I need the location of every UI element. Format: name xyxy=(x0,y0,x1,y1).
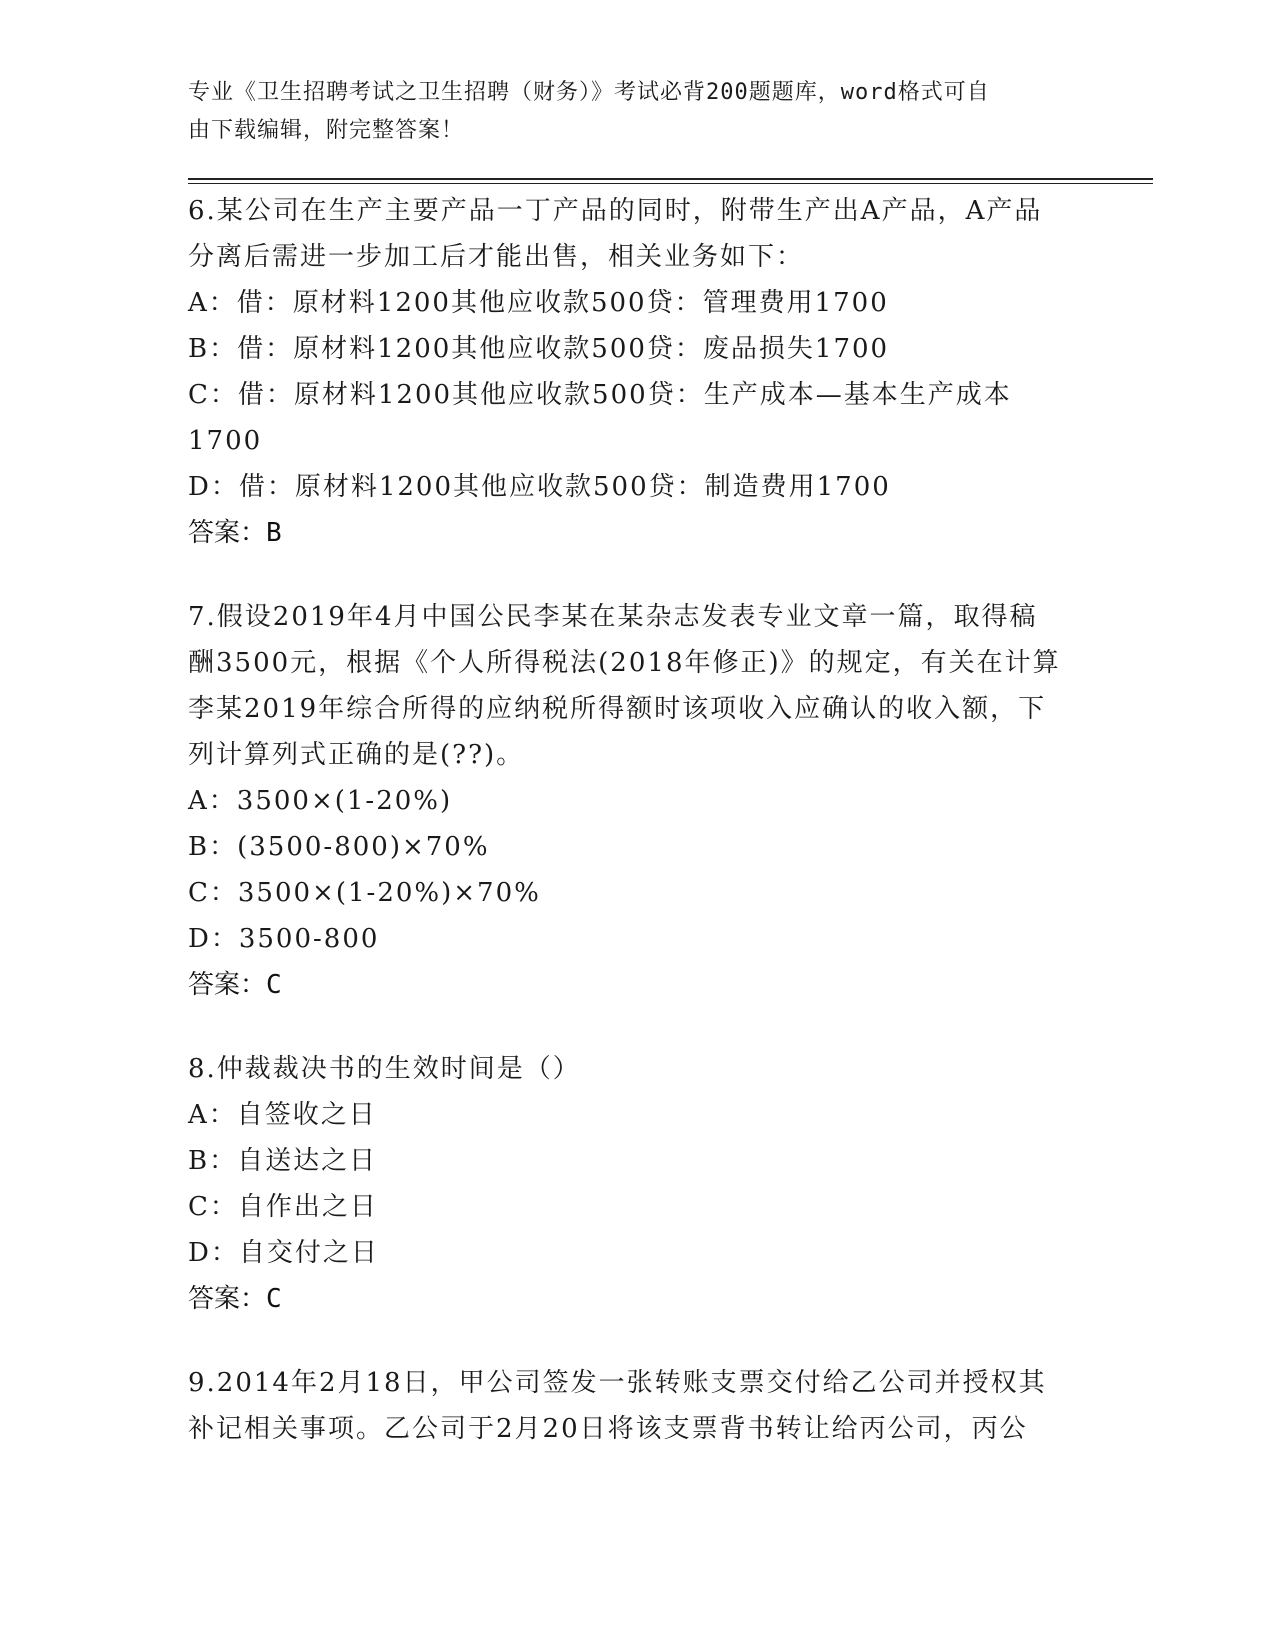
question-8 xyxy=(188,1046,1088,1322)
answer-text: 答案：C xyxy=(188,970,282,1000)
option-c: C：借：原材料1200其他应收款500贷：生产成本—基本生产成本 xyxy=(188,380,1012,410)
option-a: A：自签收之日 xyxy=(188,1100,377,1130)
question-stem xyxy=(188,1046,1088,1092)
question-stem-line: 9.2014年2月18日，甲公司签发一张转账支票交付给乙公司并授权其 xyxy=(188,1368,1047,1398)
answer-text: 答案：B xyxy=(188,518,282,548)
question-stem-line: 补记相关事项。乙公司于2月20日将该支票背书转让给丙公司，丙公 xyxy=(188,1414,1028,1444)
option-d: D：借：原材料1200其他应收款500贷：制造费用1700 xyxy=(188,472,891,502)
question-stem-line: 8.仲裁裁决书的生效时间是（） xyxy=(188,1054,581,1084)
header-line-2: 由下载编辑，附完整答案！ xyxy=(188,118,465,143)
question-stem-line: 分离后需进一步加工后才能出售，相关业务如下： xyxy=(188,242,805,272)
question-stem xyxy=(188,594,1088,778)
header-rule-thin xyxy=(188,183,1153,184)
option-b: B：(3500-800)×70% xyxy=(188,832,490,862)
question-list xyxy=(188,188,1088,1490)
option-c-continued: 1700 xyxy=(188,426,263,456)
answer-text: 答案：C xyxy=(188,1284,282,1314)
question-stem-line: 李某2019年综合所得的应纳税所得额时该项收入应确认的收入额，下 xyxy=(188,694,1047,724)
option-d: D：3500-800 xyxy=(188,924,380,954)
header-rule-thick xyxy=(188,178,1153,180)
document-header xyxy=(188,74,1068,150)
option-c: C：自作出之日 xyxy=(188,1192,378,1222)
question-stem-line: 列计算列式正确的是(??)。 xyxy=(188,740,525,770)
option-d: D：自交付之日 xyxy=(188,1238,379,1268)
question-stem-line: 7.假设2019年4月中国公民李某在某杂志发表专业文章一篇，取得稿 xyxy=(188,602,1038,632)
question-7 xyxy=(188,594,1088,1008)
header-line-1: 专业《卫生招聘考试之卫生招聘（财务）》考试必背200题题库，word格式可自 xyxy=(188,80,990,105)
question-9 xyxy=(188,1360,1088,1452)
option-a: A：借：原材料1200其他应收款500贷：管理费用1700 xyxy=(188,288,889,318)
question-stem-line: 酬3500元，根据《个人所得税法(2018年修正)》的规定，有关在计算 xyxy=(188,648,1061,678)
option-a: A：3500×(1-20%) xyxy=(188,786,453,816)
question-stem xyxy=(188,188,1088,280)
question-stem xyxy=(188,1360,1088,1452)
option-c: C：3500×(1-20%)×70% xyxy=(188,878,541,908)
option-b: B：自送达之日 xyxy=(188,1146,378,1176)
option-b: B：借：原材料1200其他应收款500贷：废品损失1700 xyxy=(188,334,890,364)
question-stem-line: 6.某公司在生产主要产品一丁产品的同时，附带生产出A产品，A产品 xyxy=(188,196,1043,226)
question-6 xyxy=(188,188,1088,556)
